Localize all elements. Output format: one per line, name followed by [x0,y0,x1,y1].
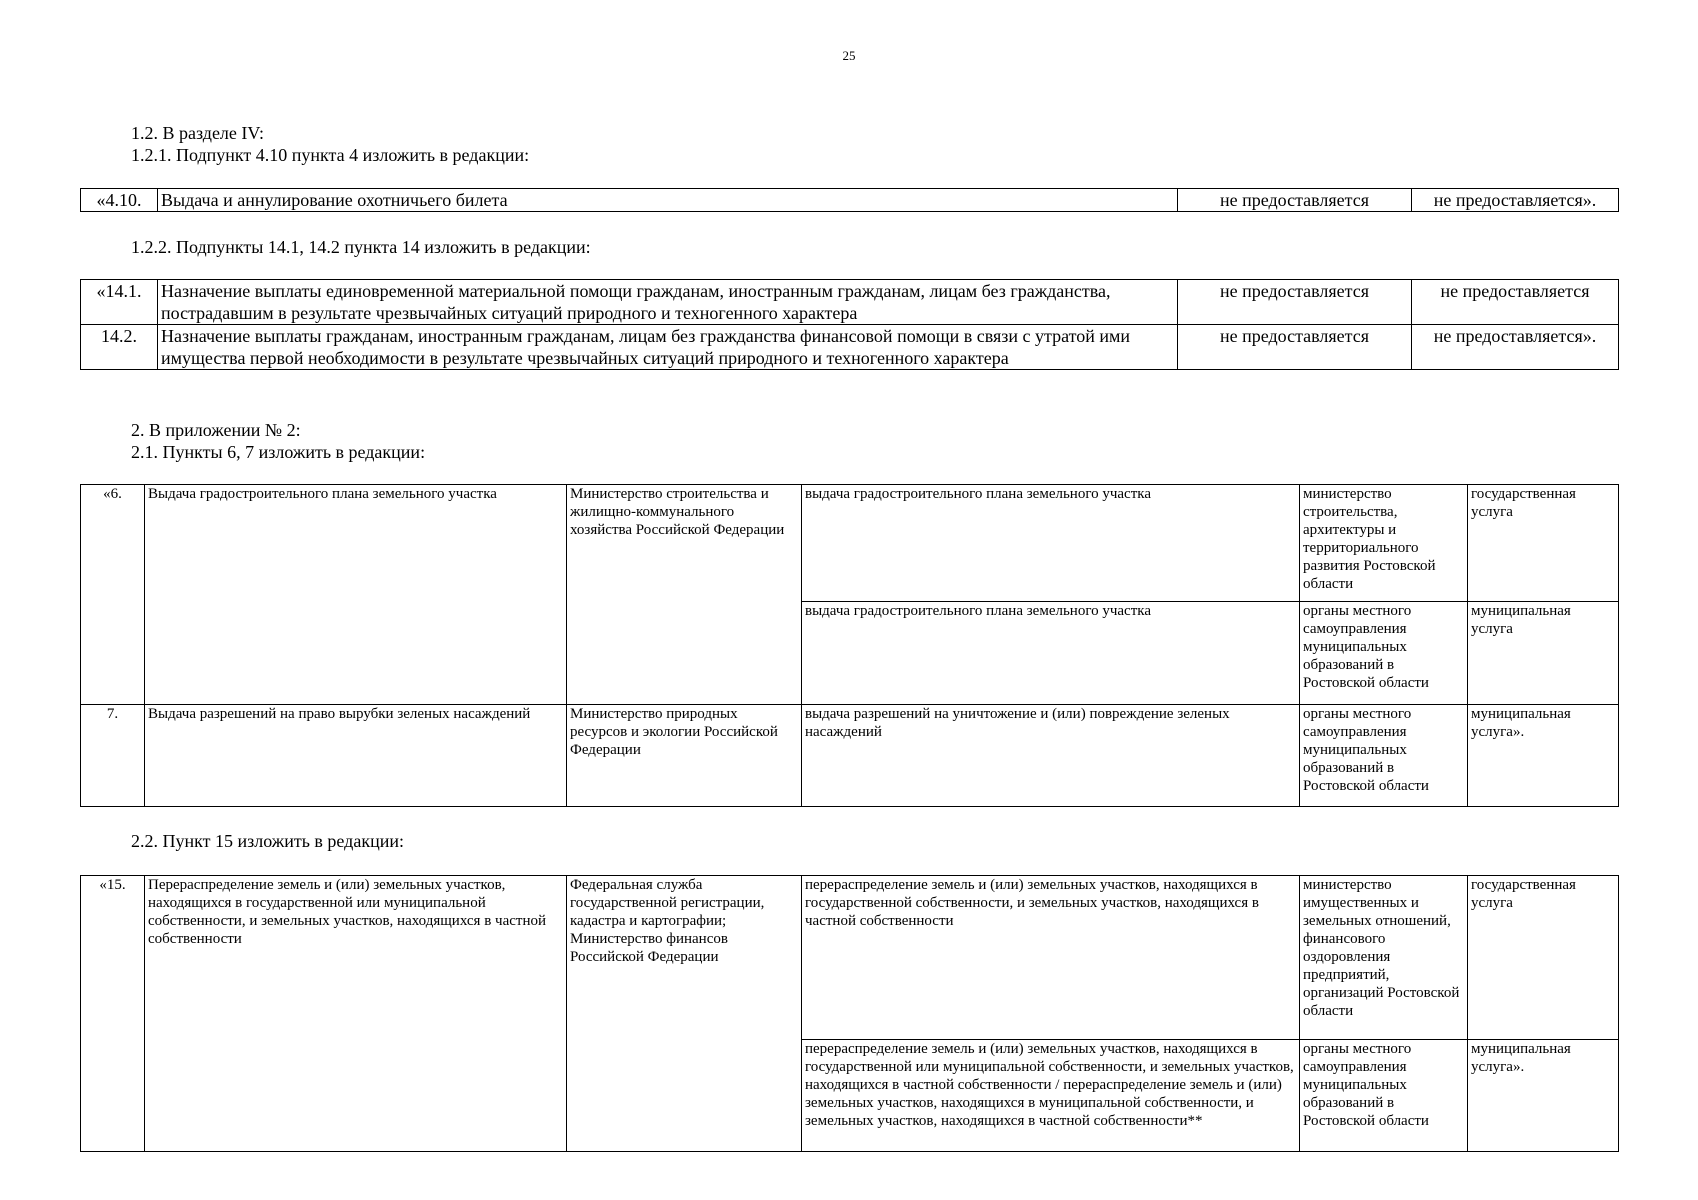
table-cell: не предоставляется». [1412,325,1619,370]
service-type: государственная услуга [1468,485,1619,602]
section-heading: 1.2. В разделе IV: [131,123,265,143]
section-heading: 2. В приложении № 2: [131,420,301,440]
table-row [81,705,1619,807]
page-number: 25 [842,48,856,63]
table-4-10 [80,188,1619,212]
regional-service: выдача градостроительного плана земельного участка [802,485,1300,602]
table-appendix-15 [80,875,1619,1152]
row-number: «4.10. [81,189,158,212]
federal-authority: Министерство природных ресурсов и экологии Российской Федерации [567,705,802,807]
table-cell: не предоставляется [1178,280,1412,325]
subsection-heading: 1.2.2. Подпункты 14.1, 14.2 пункта 14 изложить в редакции: [131,237,591,257]
regional-service: выдача градостроительного плана земельного участка [802,602,1300,705]
row-number: 7. [81,705,145,807]
federal-authority: Федеральная служба государственной регистрации, кадастра и картографии; Министерство финансов Российской Федерации [567,876,802,1152]
row-number: «15. [81,876,145,1152]
table-row [81,485,1619,602]
subsection-heading: 2.2. Пункт 15 изложить в редакции: [131,831,404,851]
table-appendix-6-7 [80,484,1619,807]
responsible-authority: министерство строительства, архитектуры и территориального развития Ростовской области [1300,485,1468,602]
table-row [81,325,1619,370]
row-number: 14.2. [81,325,158,370]
table-cell: не предоставляется [1178,325,1412,370]
service-name: Выдача и аннулирование охотничьего билета [158,189,1178,212]
table-cell: не предоставляется». [1412,189,1619,212]
subsection-heading: 2.1. Пункты 6, 7 изложить в редакции: [131,442,426,462]
row-number: «14.1. [81,280,158,325]
service-type: муниципальная услуга [1468,602,1619,705]
service-name: Выдача разрешений на право вырубки зеленых насаждений [145,705,567,807]
subsection-heading: 1.2.1. Подпункт 4.10 пункта 4 изложить в редакции: [131,145,530,165]
row-number: «6. [81,485,145,705]
table-row [81,189,1619,212]
service-type: государственная услуга [1468,876,1619,1040]
service-name: Назначение выплаты гражданам, иностранным гражданам, лицам без гражданства финансовой помощи в связи с утратой ими имущества первой необходимости в результате чрезвычайных ситуаций природного и техногенного характера [158,325,1178,370]
table-14 [80,279,1619,370]
table-row [81,280,1619,325]
regional-service: перераспределение земель и (или) земельных участков, находящихся в государственной собственности, и земельных участков, находящихся в частной собственности [802,876,1300,1040]
table-cell: не предоставляется [1178,189,1412,212]
regional-service: перераспределение земель и (или) земельных участков, находящихся в государственной или муниципальной собственности, и земельных участков, находящихся в частной собственности / перераспределение земель и (или) земельных участков, находящихся в муниципальной собственности, и земельных участков, находящихся в частной собственности** [802,1040,1300,1152]
responsible-authority: органы местного самоуправления муниципальных образований в Ростовской области [1300,705,1468,807]
responsible-authority: органы местного самоуправления муниципальных образований в Ростовской области [1300,1040,1468,1152]
federal-authority: Министерство строительства и жилищно-коммунального хозяйства Российской Федерации [567,485,802,705]
service-name: Выдача градостроительного плана земельного участка [145,485,567,705]
table-cell: не предоставляется [1412,280,1619,325]
service-name: Назначение выплаты единовременной материальной помощи гражданам, иностранным гражданам, лицам без гражданства, пострадавшим в результате чрезвычайных ситуаций природного и техногенного характера [158,280,1178,325]
service-name: Перераспределение земель и (или) земельных участков, находящихся в государственной или муниципальной собственности, и земельных участков, находящихся в частной собственности [145,876,567,1152]
responsible-authority: органы местного самоуправления муниципальных образований в Ростовской области [1300,602,1468,705]
service-type: муниципальная услуга». [1468,705,1619,807]
regional-service: выдача разрешений на уничтожение и (или) повреждение зеленых насаждений [802,705,1300,807]
table-row [81,876,1619,1040]
service-type: муниципальная услуга». [1468,1040,1619,1152]
responsible-authority: министерство имущественных и земельных отношений, финансового оздоровления предприятий, организаций Ростовской области [1300,876,1468,1040]
